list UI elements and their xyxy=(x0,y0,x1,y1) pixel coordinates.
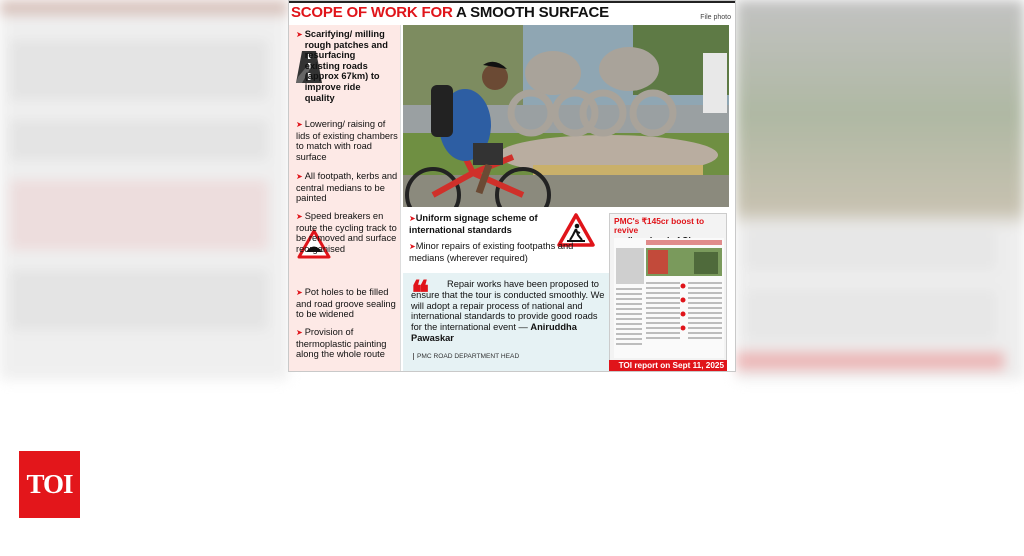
blurred-background-left xyxy=(0,0,288,380)
toi-logo[interactable] xyxy=(19,451,80,518)
blurred-background-right xyxy=(736,0,1024,380)
scope-item-2: ➤ Lowering/ raising of lids of existing chambers to match with road surface xyxy=(296,119,398,162)
news-graphic xyxy=(288,0,736,372)
scope-item-3: ➤ All footpath, kerbs and central medians to be painted xyxy=(296,171,398,204)
official-quote xyxy=(403,273,609,372)
scope-item-4: ➤ Speed breakers en route the cycling track to be removed and surface reorganised xyxy=(296,211,397,254)
clipping-headline: PMC's ₹145cr boost to revive xyxy=(614,216,705,236)
quote-text: Repair works have been proposed to ensure that the tour is conducted smoothly. We will adopt a repair process of national and international standards to provide good roads for the international event — Aniruddha Pawaskar xyxy=(411,279,605,343)
photo-credit: File photo xyxy=(700,14,731,21)
newspaper-clipping xyxy=(609,213,727,361)
quote-role: PMC ROAD DEPARTMENT HEAD xyxy=(413,353,519,360)
quote-author: Aniruddha Pawaskar xyxy=(411,322,577,343)
graphic-headline xyxy=(289,3,736,25)
clipping-caption: TOI report on Sept 11, 2025 xyxy=(609,360,727,372)
scope-item-5: ➤ Pot holes to be filled and road groove sealing to be widened xyxy=(296,287,396,320)
quote-mark-icon: ❝ xyxy=(411,274,430,314)
signage-item-1: ➤Uniform signage scheme of international standards xyxy=(409,213,538,235)
toi-logo-text: TOI xyxy=(26,469,73,499)
clipping-page-image xyxy=(614,238,724,358)
scope-item-6: ➤ Provision of thermoplastic painting along the whole route xyxy=(296,327,387,360)
cyclist-photo xyxy=(403,25,729,207)
headline-black: A SMOOTH SURFACE xyxy=(452,4,609,21)
headline-red: SCOPE OF WORK FOR xyxy=(291,4,453,21)
scope-item-1: ➤ Scarifying/ milling rough patches and resurfacing existing roads (approx 67km) to improve ride quality xyxy=(296,29,388,103)
scope-list xyxy=(289,25,401,372)
signage-item-2: ➤Minor repairs of existing footpaths and medians (wherever required) xyxy=(409,241,574,263)
photo-illustration xyxy=(403,25,729,207)
